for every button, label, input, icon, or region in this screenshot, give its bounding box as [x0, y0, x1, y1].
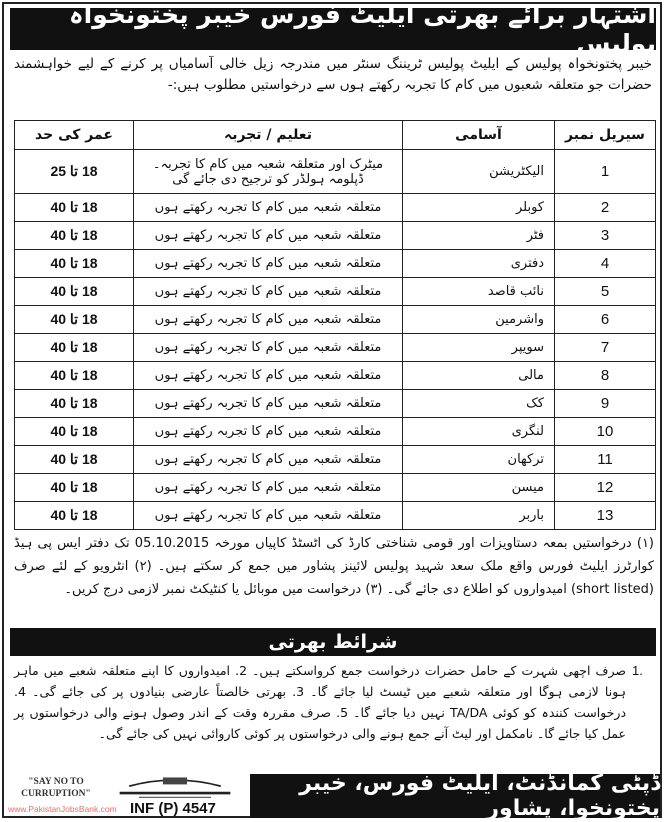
age-cell: 18 تا 40: [15, 502, 134, 530]
post-cell: ترکھان: [403, 446, 555, 474]
qualification-cell: متعلقہ شعبہ میں کام کا تجربہ رکھتے ہوں: [134, 418, 403, 446]
watermark: www.PakistanJobsBank.com: [8, 804, 117, 814]
serial-cell: 8: [555, 362, 656, 390]
header-post: آسامی: [403, 121, 555, 150]
post-cell: کک: [403, 390, 555, 418]
application-notes: (۱) درخواستیں بمعہ دستاویزات اور قومی شناختی کارڈ کی اٹسٹڈ کاپیاں مورخہ 05.10.2015 تک دفتر ایس پی ہیڈ کوارٹرز ایلیٹ فورس واقع ملک سعد شہید پولیس لائینز پشاور میں جمع کر سکتے ہیں۔ (۲) انٹرویو کے لئے صرف (short listed) امیدواروں کو اطلاع دی جائے گی۔ (۳) درخواست میں موبائل یا کنٹیکٹ نمبر لازمی درج کریں۔: [14, 536, 654, 597]
age-cell: 18 تا 40: [15, 390, 134, 418]
qualification-cell: متعلقہ شعبہ میں کام کا تجربہ رکھتے ہوں: [134, 306, 403, 334]
serial-cell: 6: [555, 306, 656, 334]
table-row: [15, 250, 656, 278]
conditions-number: 1.: [632, 663, 643, 678]
age-cell: 18 تا 40: [15, 194, 134, 222]
post-cell: فٹر: [403, 222, 555, 250]
post-cell: الیکٹریشن: [403, 150, 555, 194]
table-row: [15, 334, 656, 362]
post-cell: کوبلر: [403, 194, 555, 222]
qualification-cell: متعلقہ شعبہ میں کام کا تجربہ رکھتے ہوں: [134, 446, 403, 474]
qualification-cell: متعلقہ شعبہ میں کام کا تجربہ رکھتے ہوں: [134, 250, 403, 278]
serial-cell: 5: [555, 278, 656, 306]
qualification-cell: متعلقہ شعبہ میں کام کا تجربہ رکھتے ہوں: [134, 222, 403, 250]
age-cell: 18 تا 40: [15, 250, 134, 278]
signatory: ڈپٹی کمانڈنٹ، ایلیٹ فورس، خیبر پختونخوا، پشاور: [250, 774, 660, 818]
serial-cell: 10: [555, 418, 656, 446]
qualification-cell: متعلقہ شعبہ میں کام کا تجربہ رکھتے ہوں: [134, 334, 403, 362]
post-cell: واشرمین: [403, 306, 555, 334]
table-row: [15, 502, 656, 530]
post-cell: دفتری: [403, 250, 555, 278]
qualification-cell: میٹرک اور متعلقہ شعبہ میں کام کا تجربہ۔ ڈپلومہ ہولڈر کو ترجیح دی جائے گی: [134, 150, 403, 194]
table-row: [15, 390, 656, 418]
post-cell: سویپر: [403, 334, 555, 362]
header-qualification: تعلیم / تجربہ: [134, 121, 403, 150]
post-cell: مالی: [403, 362, 555, 390]
qualification-cell: متعلقہ شعبہ میں کام کا تجربہ رکھتے ہوں: [134, 502, 403, 530]
table-row: [15, 222, 656, 250]
table-row: [15, 278, 656, 306]
serial-cell: 3: [555, 222, 656, 250]
conditions-text: صرف اچھی شہرت کے حامل حضرات درخواست جمع کرواسکتے ہیں۔ 2. امیدواروں کا اپنے متعلقہ شعبے میں ماہر ہونا لازمی ہوگا اور متعلقہ شعبے میں ٹیسٹ لیا جائے گا۔ 3. بھرتی خالصتاً عارضی بنیادوں پر کی جائے گی۔ 4. درخواست کنندہ کو کوئی TA/DA نہیں دیا جائے گا۔ 5. صرف مقررہ وقت کے اندر وصول ہونے والی درخواستوں پر عمل کیا جائے گا۔ نامکمل اور لیٹ آنے جمع ہونے والی درخواستوں پر کوئی کاروائی نہیں کی جائے گی۔: [14, 663, 627, 741]
serial-cell: 13: [555, 502, 656, 530]
header-age: عمر کی حد: [15, 121, 134, 150]
age-cell: 18 تا 40: [15, 362, 134, 390]
table-row: [15, 150, 656, 194]
qualification-cell: متعلقہ شعبہ میں کام کا تجربہ رکھتے ہوں: [134, 194, 403, 222]
age-cell: 18 تا 40: [15, 334, 134, 362]
vacancies-table: [14, 120, 656, 530]
table-row: [15, 418, 656, 446]
age-cell: 18 تا 40: [15, 222, 134, 250]
age-cell: 18 تا 40: [15, 306, 134, 334]
table-row: [15, 446, 656, 474]
serial-cell: 2: [555, 194, 656, 222]
serial-cell: 7: [555, 334, 656, 362]
table-row: [15, 306, 656, 334]
serial-cell: 9: [555, 390, 656, 418]
qualification-cell: متعلقہ شعبہ میں کام کا تجربہ رکھتے ہوں: [134, 362, 403, 390]
table-header-row: [15, 121, 656, 150]
serial-cell: 12: [555, 474, 656, 502]
table-row: [15, 194, 656, 222]
serial-cell: 11: [555, 446, 656, 474]
conditions-title: شرائط بھرتی: [10, 628, 656, 656]
header-serial: سیریل نمبر: [555, 121, 656, 150]
age-cell: 18 تا 40: [15, 474, 134, 502]
post-cell: نائب قاصد: [403, 278, 555, 306]
table-row: [15, 474, 656, 502]
age-cell: 18 تا 40: [15, 418, 134, 446]
post-cell: میسن: [403, 474, 555, 502]
qualification-cell: متعلقہ شعبہ میں کام کا تجربہ رکھتے ہوں: [134, 474, 403, 502]
table-row: [15, 362, 656, 390]
qualification-cell: متعلقہ شعبہ میں کام کا تجربہ رکھتے ہوں: [134, 390, 403, 418]
post-cell: باربر: [403, 502, 555, 530]
qualification-cell: متعلقہ شعبہ میں کام کا تجربہ رکھتے ہوں: [134, 278, 403, 306]
age-cell: 18 تا 40: [15, 446, 134, 474]
serial-cell: 1: [555, 150, 656, 194]
age-cell: 18 تا 25: [15, 150, 134, 194]
age-cell: 18 تا 40: [15, 278, 134, 306]
kp-government-logo: [110, 774, 240, 800]
intro-text: خیبر پختونخواہ پولیس کے ایلیٹ پولیس ٹریننگ سنٹر میں مندرجہ زیل خالی آسامیاں پر کرنے کے لیے خواہشمند حضرات جو متعلقہ شعبوں میں کام کا تجربہ رکھتے ہوں سے درخواستیں مطلوب ہیں:-: [14, 56, 652, 93]
serial-cell: 4: [555, 250, 656, 278]
post-cell: لنگری: [403, 418, 555, 446]
ad-title: اشتہار برائے بھرتی ایلیٹ فورس خیبر پختونخواہ پولیس: [10, 8, 656, 50]
inf-number: INF (P) 4547: [130, 800, 216, 817]
anti-corruption-slogan: "SAY NO TO CURRUPTION": [21, 777, 91, 799]
